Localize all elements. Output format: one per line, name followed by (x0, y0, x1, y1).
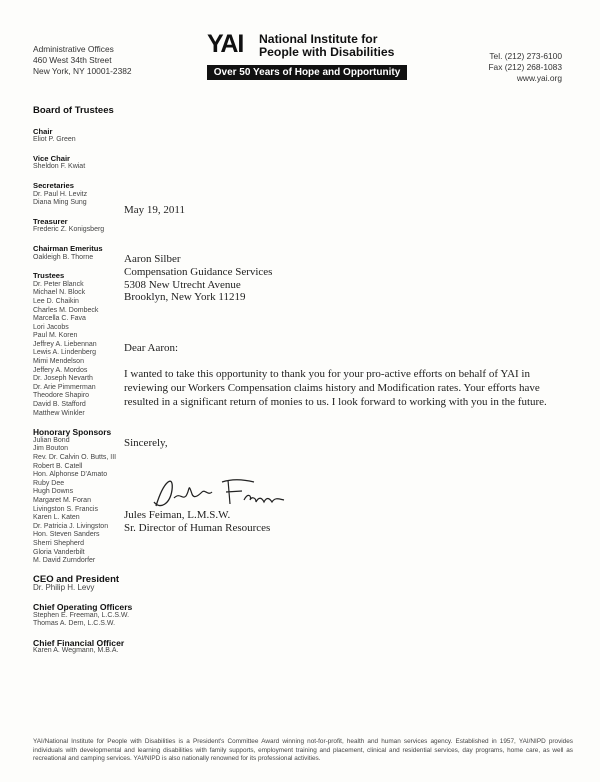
admin-line: 460 West 34th Street (33, 55, 112, 65)
board-title: Board of Trustees (33, 105, 114, 116)
signer-title: Sr. Director of Human Resources (124, 521, 271, 534)
phone: Tel. (212) 273-6100 (489, 51, 562, 61)
closing: Sincerely, (124, 437, 168, 449)
member-name: Diana Ming Sung (33, 199, 87, 207)
member-name: Charles M. Dombeck (33, 306, 99, 314)
sponsor-name: Ruby Dee (33, 479, 65, 487)
coo-title: Chief Operating Officers (33, 601, 133, 612)
member-name: Michael N. Block (33, 289, 86, 297)
sponsors-title: Honorary Sponsors (33, 427, 112, 438)
member-name: Mimi Mendelson (33, 358, 84, 366)
group-heading: Treasurer (33, 216, 68, 226)
member-name: Eliot P. Green (33, 136, 76, 144)
member-name: Matthew Winkler (33, 409, 85, 417)
cfo-title: Chief Financial Officer (33, 637, 125, 648)
member-name: Frederic Z. Konigsberg (33, 226, 105, 234)
recipient-line: Brooklyn, New York 11219 (124, 291, 246, 304)
coo-name: Thomas A. Dern, L.C.S.W. (33, 620, 116, 628)
member-name: Dr. Joseph Nevarth (33, 375, 93, 383)
sponsor-name: Julian Bond (33, 436, 70, 444)
recipient-line: 5308 New Utrecht Avenue (124, 278, 241, 291)
member-name: Lee D. Chaikin (33, 297, 79, 305)
signer-block (124, 509, 270, 535)
recipient-line: Compensation Guidance Services (124, 265, 273, 278)
group-heading: Vice Chair (33, 153, 71, 163)
sponsor-name: Dr. Patricia J. Livingston (33, 522, 109, 530)
sponsor-name: Hugh Downs (33, 488, 74, 496)
letter-date: May 19, 2011 (124, 204, 186, 216)
member-name: Jeffery A. Mordos (33, 366, 88, 374)
member-name: Lori Jacobs (33, 323, 69, 331)
logo-name-line2: People with Disabilities (259, 45, 395, 59)
admin-line: New York, NY 10001-2382 (33, 66, 132, 76)
logo-mark: YAI (207, 30, 244, 58)
sponsor-name: Hon. Alphonse D'Amato (33, 471, 108, 479)
logo-name-line1: National Institute for (259, 32, 378, 46)
member-name: David B. Stafford (33, 401, 86, 409)
sponsor-name: Jim Bouton (33, 445, 69, 453)
sponsor-name: Hon. Steven Sanders (33, 531, 100, 539)
board-group (33, 218, 151, 235)
signer-name: Jules Feiman, L.M.S.W. (124, 509, 231, 521)
sponsor-name: Rev. Dr. Calvin O. Butts, III (33, 454, 117, 461)
member-name: Dr. Paul H. Levitz (33, 190, 88, 198)
member-name: Theodore Shapiro (33, 392, 90, 400)
sponsor-name: M. David Zurndorfer (33, 557, 96, 565)
website-link[interactable]: www.yai.org (516, 73, 562, 83)
group-heading: Trustees (33, 271, 65, 281)
cfo-group (33, 639, 151, 656)
member-name: Jeffrey A. Liebennan (33, 340, 97, 348)
sponsor-name: Gloria Vanderbilt (33, 548, 85, 556)
fax: Fax (212) 268-1083 (488, 62, 562, 72)
logo-name (259, 33, 394, 59)
member-name: Oakleigh B. Thorne (33, 253, 94, 261)
member-name: Marcella C. Fava (33, 315, 86, 323)
ceo-name: Dr. Philip H. Levy (33, 583, 95, 593)
board-group (33, 155, 151, 172)
tagline-bar: Over 50 Years of Hope and Opportunity (207, 65, 407, 80)
contact-info (488, 51, 562, 84)
group-heading: Chair (33, 126, 53, 136)
sponsor-name: Robert B. Catell (33, 462, 83, 470)
salutation: Dear Aaron: (124, 342, 179, 354)
sponsor-name: Livingston S. Francis (33, 505, 98, 513)
sponsor-name: Karen L. Katen (33, 514, 80, 522)
member-name: Sheldon F. Kwiat (33, 163, 86, 171)
sponsor-name: Sherri Shepherd (33, 539, 84, 547)
member-name: Paul M. Koren (33, 332, 78, 340)
group-heading: Secretaries (33, 180, 74, 190)
member-name: Dr. Arie Pimmerman (33, 383, 96, 391)
admin-address (33, 44, 132, 77)
recipient-address (124, 253, 272, 304)
member-name: Lewis A. Lindenberg (33, 349, 97, 357)
footer-mission-statement: YAI/National Institute for People with Disabilities is a President's Committee Award winning not-for-profit, health and human services agency. Established in 1957, YAI/NIPD provides individuals with developmental and learning disabilities with family supports, employment training and placement, clinical and residential services, day programs, home care, as well as recreational and camping services. YAI/NIPD is also nationally renowned for its professional activities. (33, 738, 573, 763)
group-heading: Chairman Emeritus (33, 243, 103, 253)
admin-line: Administrative Offices (33, 44, 114, 54)
letter-body: I wanted to take this opportunity to thank you for your pro-active efforts on behalf of YAI in reviewing our Workers Compensation claims history and Modification rates. Your efforts have resulted in a significant return of monies to us. I look forward to working with you in the future. (124, 368, 547, 409)
sponsor-name: Margaret M. Foran (33, 496, 91, 504)
member-name: Dr. Peter Blanck (33, 280, 84, 288)
ceo-group (33, 573, 151, 593)
coo-group (33, 603, 151, 629)
coo-name: Stephen E. Freeman, L.C.S.W. (33, 611, 130, 619)
recipient-line: Aaron Silber (124, 253, 181, 265)
board-group (33, 128, 151, 145)
cfo-name: Karen A. Wegmann, M.B.A. (33, 647, 119, 655)
ceo-title: CEO and President (33, 573, 120, 585)
